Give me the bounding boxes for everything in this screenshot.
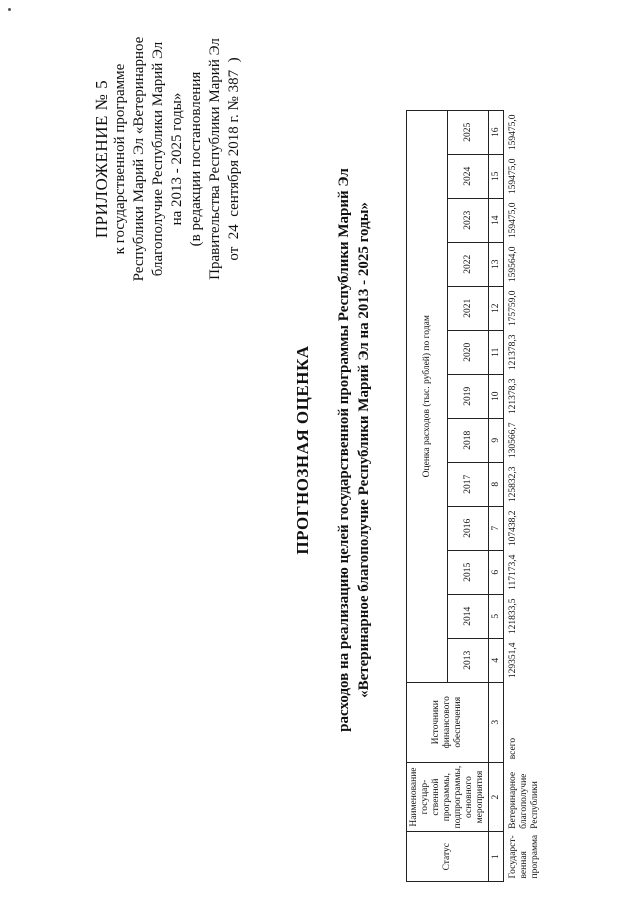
- cell-value: 159475,0: [508, 114, 518, 151]
- cell-value: 159475,0: [508, 158, 518, 195]
- column-number: 2: [489, 762, 504, 832]
- document-subtitle-program: «Ветеринарное благополучие Республики Марий Эл на 2013 - 2025 годы»: [356, 202, 372, 698]
- column-number: 11: [489, 330, 504, 374]
- appendix-line: Правительства Республики Марий Эл: [207, 38, 223, 280]
- cell-value: 107438,2: [508, 510, 518, 547]
- appendix-line: Республики Марий Эл «Ветеринарное: [131, 36, 147, 282]
- table-row: [504, 110, 607, 881]
- header-year: 2014: [448, 594, 489, 638]
- header-year: 2024: [448, 154, 489, 198]
- appendix-line: (в редакции постановления: [188, 71, 204, 247]
- document-title-block: [292, 140, 374, 760]
- header-year: 2021: [448, 286, 489, 330]
- cell-status: Государст-венная программа: [508, 834, 540, 879]
- column-number: 13: [489, 242, 504, 286]
- column-number: 10: [489, 374, 504, 418]
- header-source: Источники финансового обеспечения: [407, 682, 489, 762]
- header-year: 2019: [448, 374, 489, 418]
- header-year: 2016: [448, 506, 489, 550]
- column-number: 8: [489, 462, 504, 506]
- budget-table: [406, 110, 606, 882]
- document-subtitle: расходов на реализацию целей государственной программы Республики Марий Эл: [336, 168, 352, 732]
- header-year: 2018: [448, 418, 489, 462]
- header-year: 2013: [448, 638, 489, 682]
- column-number: 15: [489, 154, 504, 198]
- cell-source: всего: [508, 737, 518, 760]
- column-number: 12: [489, 286, 504, 330]
- column-number: 1: [489, 832, 504, 882]
- header-name: Наименование госуцар-ственной программы, подпрограммы, основного мероприятия: [407, 762, 489, 832]
- column-number: 9: [489, 418, 504, 462]
- header-year: 2023: [448, 198, 489, 242]
- column-number: 16: [489, 110, 504, 154]
- header-year: 2022: [448, 242, 489, 286]
- column-number: 5: [489, 594, 504, 638]
- appendix-date-line: от 24 сентября 2018 г. № 387 ): [226, 57, 242, 261]
- cell-value: 129351,4: [508, 642, 518, 679]
- cell-value: 125832,3: [508, 466, 518, 503]
- header-year: 2015: [448, 550, 489, 594]
- appendix-line: на 2013 - 2025 годы»: [169, 92, 185, 226]
- cell-value: 121378,3: [508, 378, 518, 415]
- header-estimate: Оценка расходов (тыс. рублей) по годам: [407, 110, 448, 682]
- column-number: 6: [489, 550, 504, 594]
- column-number-row: [489, 110, 504, 881]
- appendix-block: [92, 14, 244, 304]
- column-number: 14: [489, 198, 504, 242]
- header-row-top: [407, 110, 448, 881]
- column-number: 4: [489, 638, 504, 682]
- appendix-title: ПРИЛОЖЕНИЕ № 5: [92, 79, 111, 239]
- column-number: 3: [489, 682, 504, 762]
- cell-value: 175759,0: [508, 290, 518, 327]
- column-number: 7: [489, 506, 504, 550]
- cell-value: 117173,4: [508, 554, 518, 590]
- cell-value: 130566,7: [508, 422, 518, 459]
- cell-name: Ветеринарное благополучие Республики: [508, 771, 540, 829]
- header-year: 2017: [448, 462, 489, 506]
- cell-value: 159475,0: [508, 202, 518, 239]
- cell-value: 121378,3: [508, 334, 518, 371]
- header-year: 2020: [448, 330, 489, 374]
- cell-value: 159564,0: [508, 246, 518, 283]
- document-title: ПРОГНОЗНАЯ ОЦЕНКА: [293, 345, 312, 555]
- header-year: 2025: [448, 110, 489, 154]
- cell-value: 121833,5: [508, 598, 518, 635]
- appendix-line: благополучие Республики Марий Эл: [150, 41, 166, 277]
- header-status: Статус: [407, 832, 489, 882]
- appendix-line: к государственной программе: [112, 63, 128, 255]
